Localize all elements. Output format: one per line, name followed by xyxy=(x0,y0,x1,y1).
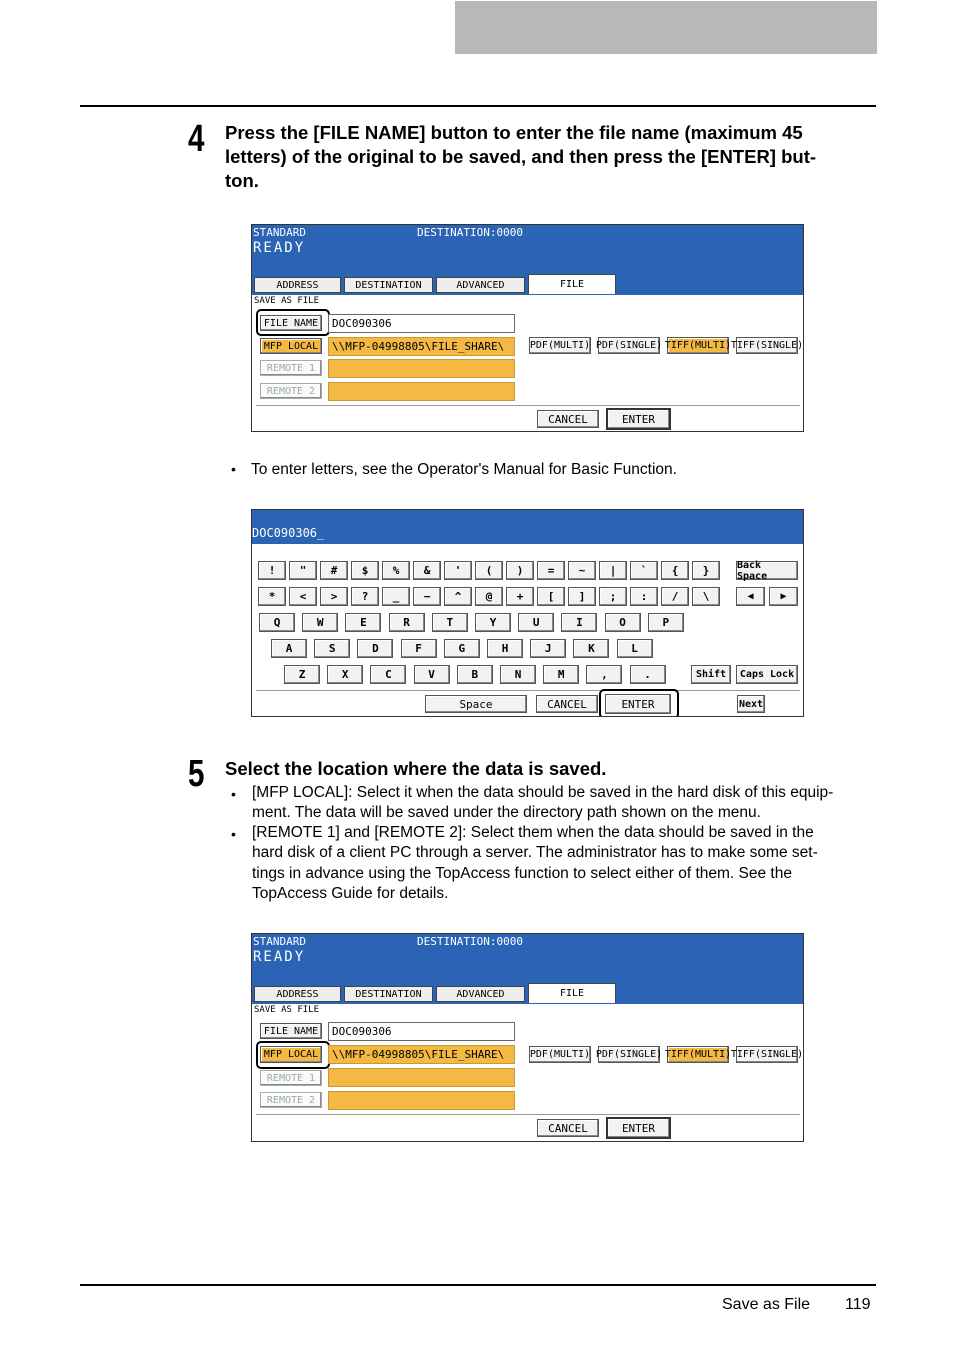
file-name-field[interactable]: DOC090306 xyxy=(328,314,515,333)
key[interactable]: # xyxy=(320,561,348,580)
bullet: • xyxy=(231,786,236,802)
key[interactable]: % xyxy=(382,561,410,580)
key[interactable]: _ xyxy=(382,587,410,606)
file-screen-2 xyxy=(251,933,804,1142)
key[interactable]: ^ xyxy=(444,587,472,606)
key[interactable]: H xyxy=(487,639,523,658)
key[interactable]: = xyxy=(537,561,565,580)
key[interactable]: L xyxy=(617,639,653,658)
key[interactable]: G xyxy=(444,639,480,658)
shift-key[interactable]: Shift xyxy=(691,665,731,684)
key[interactable]: N xyxy=(500,665,536,684)
bullet: • xyxy=(231,461,236,477)
key[interactable]: \ xyxy=(692,587,720,606)
divider xyxy=(256,1114,800,1115)
tab-file[interactable]: FILE xyxy=(528,983,616,1003)
key[interactable]: ' xyxy=(444,561,472,580)
keyboard-input-bar xyxy=(252,510,803,544)
top-rule xyxy=(80,105,876,107)
key[interactable]: ~ xyxy=(568,561,596,580)
highlight-frame xyxy=(256,1041,330,1069)
key[interactable]: V xyxy=(414,665,450,684)
back-space-key[interactable]: Back Space xyxy=(736,561,798,580)
key[interactable]: ) xyxy=(506,561,534,580)
enter-button[interactable]: ENTER xyxy=(606,408,671,430)
key[interactable]: I xyxy=(561,613,597,632)
step-number: 5 xyxy=(188,753,205,795)
text-line: [MFP LOCAL]: Select it when the data should be saved in the hard disk of this equip- xyxy=(252,784,834,801)
destination-label: DESTINATION:0000 xyxy=(417,935,523,948)
text-line: ment. The data will be saved under the directory path shown on the menu. xyxy=(252,804,761,822)
key[interactable]: X xyxy=(327,665,363,684)
caps-lock-key[interactable]: Caps Lock xyxy=(736,665,798,684)
text-line: TopAccess Guide for details. xyxy=(252,884,449,902)
tab-advanced[interactable]: ADVANCED xyxy=(436,986,525,1002)
key[interactable]: Q xyxy=(259,613,295,632)
key[interactable]: @ xyxy=(475,587,503,606)
mode-label: STANDARD xyxy=(253,226,306,239)
key[interactable]: Y xyxy=(475,613,511,632)
remote-2-path xyxy=(328,382,515,401)
key[interactable]: * xyxy=(258,587,286,606)
tab-destination[interactable]: DESTINATION xyxy=(344,986,433,1002)
tiff-multi-button[interactable]: TIFF(MULTI) xyxy=(667,337,729,354)
tab-destination[interactable]: DESTINATION xyxy=(344,277,433,293)
bottom-rule xyxy=(80,1284,876,1286)
mfp-local-path: \\MFP-04998805\FILE_SHARE\ xyxy=(328,1045,515,1064)
key[interactable]: ` xyxy=(630,561,658,580)
keyboard-screen xyxy=(251,509,804,717)
key[interactable]: ] xyxy=(568,587,596,606)
text-line: tings in advance using the TopAccess function to select either of them. See the xyxy=(252,864,792,882)
key[interactable]: W xyxy=(302,613,338,632)
key[interactable]: U xyxy=(518,613,554,632)
highlight-frame xyxy=(599,689,679,717)
pdf-multi-button[interactable]: PDF(MULTI) xyxy=(529,337,591,354)
key[interactable]: > xyxy=(320,587,348,606)
key[interactable]: | xyxy=(599,561,627,580)
key[interactable]: R xyxy=(389,613,425,632)
step-number: 4 xyxy=(188,118,205,160)
key[interactable]: M xyxy=(543,665,579,684)
page-number: 119 xyxy=(845,1296,871,1313)
key[interactable]: C xyxy=(370,665,406,684)
header-bar xyxy=(455,1,877,54)
key[interactable]: & xyxy=(413,561,441,580)
key[interactable]: O xyxy=(605,613,641,632)
file-screen-1 xyxy=(251,224,804,432)
remote-1-path xyxy=(328,1068,515,1087)
key[interactable]: E xyxy=(345,613,381,632)
save-as-file-label: SAVE AS FILE xyxy=(254,1005,320,1015)
pdf-single-button[interactable]: PDF(SINGLE) xyxy=(598,1046,660,1063)
text-line: [REMOTE 1] and [REMOTE 2]: Select them when the data should be saved in the xyxy=(252,824,814,841)
heading-line: Press the [FILE NAME] button to enter the file name (maximum 45 xyxy=(225,122,803,143)
destination-label: DESTINATION:0000 xyxy=(417,226,523,239)
cancel-button[interactable]: CANCEL xyxy=(536,695,598,713)
heading-line: ton. xyxy=(225,170,259,191)
key[interactable]: B xyxy=(457,665,493,684)
key[interactable]: / xyxy=(661,587,689,606)
bullet-text-mfp-local xyxy=(252,783,892,824)
tiff-multi-button[interactable]: TIFF(MULTI) xyxy=(667,1046,729,1063)
arrow-left-key[interactable]: ◀ xyxy=(736,587,765,606)
remote-2-button[interactable]: REMOTE 2 xyxy=(260,383,322,399)
footer-section: Save as File xyxy=(722,1296,811,1313)
key[interactable]: T xyxy=(432,613,468,632)
note-text: To enter letters, see the Operator's Manual for Basic Function. xyxy=(251,461,677,478)
mfp-local-button[interactable]: MFP LOCAL xyxy=(260,1046,322,1063)
key[interactable]: } xyxy=(692,561,720,580)
text-line: hard disk of a client PC through a server. The administrator has to make some set- xyxy=(252,844,818,862)
key[interactable]: + xyxy=(506,587,534,606)
key[interactable]: S xyxy=(314,639,350,658)
arrow-right-key[interactable]: ▶ xyxy=(769,587,798,606)
key[interactable]: " xyxy=(289,561,317,580)
divider xyxy=(256,405,800,406)
file-name-button[interactable]: FILE NAME xyxy=(260,315,322,331)
tab-file[interactable]: FILE xyxy=(528,274,616,294)
tiff-single-button[interactable]: TIFF(SINGLE) xyxy=(736,337,798,354)
keyboard-input-value: DOC090306_ xyxy=(252,526,325,540)
key[interactable]: , xyxy=(586,665,622,684)
key[interactable]: ? xyxy=(351,587,379,606)
cancel-button[interactable]: CANCEL xyxy=(537,1119,599,1137)
key[interactable]: P xyxy=(648,613,684,632)
mfp-local-path: \\MFP-04998805\FILE_SHARE\ xyxy=(328,337,515,356)
pdf-multi-button[interactable]: PDF(MULTI) xyxy=(529,1046,591,1063)
key[interactable]: . xyxy=(630,665,666,684)
bullet-text-remote xyxy=(252,823,892,904)
save-as-file-label: SAVE AS FILE xyxy=(254,296,320,306)
tiff-single-button[interactable]: TIFF(SINGLE) xyxy=(736,1046,798,1063)
tab-advanced[interactable]: ADVANCED xyxy=(436,277,525,293)
file-name-button[interactable]: FILE NAME xyxy=(260,1023,322,1039)
key[interactable]: A xyxy=(271,639,307,658)
tab-address[interactable]: ADDRESS xyxy=(254,277,341,293)
bullet: • xyxy=(231,826,236,842)
highlight-frame xyxy=(256,309,330,336)
status-label: READY xyxy=(253,240,306,256)
key[interactable]: K xyxy=(573,639,609,658)
key[interactable]: : xyxy=(630,587,658,606)
key[interactable]: Z xyxy=(284,665,320,684)
remote-2-path xyxy=(328,1091,515,1110)
pdf-single-button[interactable]: PDF(SINGLE) xyxy=(598,337,660,354)
key[interactable]: F xyxy=(401,639,437,658)
key[interactable]: < xyxy=(289,587,317,606)
key[interactable]: J xyxy=(530,639,566,658)
heading-line: letters) of the original to be saved, and then press the [ENTER] but- xyxy=(225,146,817,167)
remote-2-button[interactable]: REMOTE 2 xyxy=(260,1092,322,1108)
remote-1-button[interactable]: REMOTE 1 xyxy=(260,1070,322,1086)
key[interactable]: ! xyxy=(258,561,286,580)
space-key[interactable]: Space xyxy=(425,695,527,713)
enter-button[interactable]: ENTER xyxy=(606,1117,671,1139)
tab-address[interactable]: ADDRESS xyxy=(254,986,341,1002)
file-name-field[interactable]: DOC090306 xyxy=(328,1022,515,1041)
key[interactable]: ; xyxy=(599,587,627,606)
divider xyxy=(256,690,800,691)
key[interactable]: ( xyxy=(475,561,503,580)
enter-button[interactable]: ENTER xyxy=(605,694,671,714)
remote-1-path xyxy=(328,359,515,378)
key[interactable]: D xyxy=(357,639,393,658)
key[interactable]: $ xyxy=(351,561,379,580)
next-key[interactable]: Next xyxy=(737,695,765,713)
mode-label: STANDARD xyxy=(253,935,306,948)
key[interactable]: [ xyxy=(537,587,565,606)
mfp-local-button[interactable]: MFP LOCAL xyxy=(260,338,322,354)
step-heading: Select the location where the data is saved. xyxy=(225,758,607,779)
remote-1-button[interactable]: REMOTE 1 xyxy=(260,360,322,376)
key[interactable]: − xyxy=(413,587,441,606)
step-heading xyxy=(225,121,885,193)
status-label: READY xyxy=(253,949,306,965)
key[interactable]: { xyxy=(661,561,689,580)
cancel-button[interactable]: CANCEL xyxy=(537,410,599,428)
